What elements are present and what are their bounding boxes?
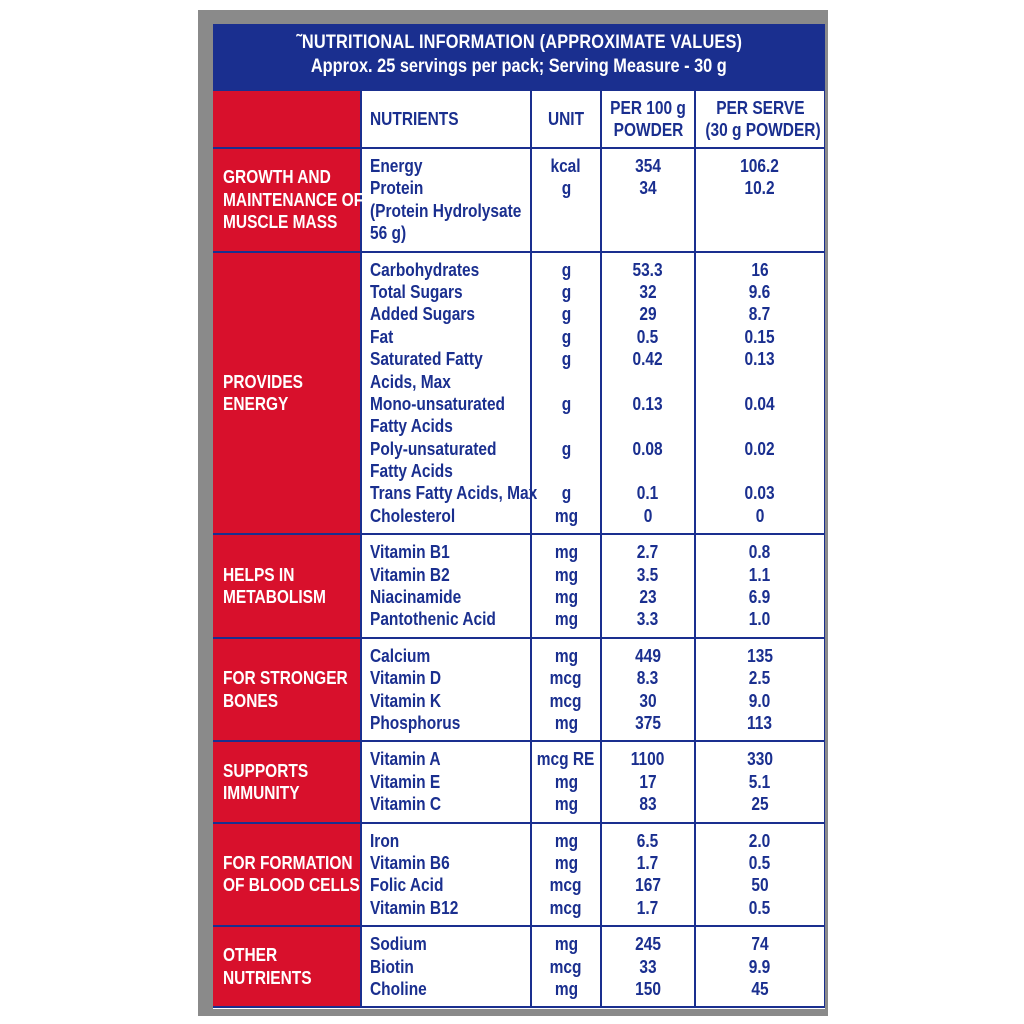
category-label-line: HELPS IN bbox=[223, 564, 295, 585]
nutrient-name: Fatty Acids bbox=[370, 461, 453, 482]
nutrient-name: Fatty Acids bbox=[370, 416, 453, 437]
nutrient-unit: mg bbox=[554, 830, 578, 851]
value-per-100g: 0.42 bbox=[632, 349, 664, 370]
category-label bbox=[213, 926, 361, 1007]
nutrient-name: Mono-unsaturated bbox=[370, 393, 506, 414]
category-label-line: ENERGY bbox=[223, 393, 289, 414]
value-per-100g: 17 bbox=[639, 771, 657, 792]
value-per-serve: 45 bbox=[751, 978, 769, 999]
column-header-row bbox=[213, 90, 825, 148]
nutrient-unit: g bbox=[561, 304, 571, 325]
value-per-100g: 8.3 bbox=[637, 668, 659, 689]
value-per-100g: 83 bbox=[639, 794, 657, 815]
value-per-serve: 0.03 bbox=[744, 483, 776, 504]
nutrient-name: Added Sugars bbox=[370, 304, 475, 325]
value-per-serve: 9.6 bbox=[749, 281, 771, 302]
nutrient-name-cell bbox=[361, 638, 531, 742]
nutrient-unit: mg bbox=[554, 505, 578, 526]
value-per-serve-cell bbox=[695, 638, 825, 742]
value-per-100g: 0.5 bbox=[637, 326, 659, 347]
value-per-100g: 1.7 bbox=[637, 897, 659, 918]
value-per-100g: 34 bbox=[639, 178, 657, 199]
value-per-serve: 0.15 bbox=[744, 326, 776, 347]
value-per-100g: 150 bbox=[635, 978, 661, 999]
nutrient-name: Saturated Fatty bbox=[370, 349, 483, 370]
value-per-100g: 29 bbox=[639, 304, 657, 325]
nutrient-name: Total Sugars bbox=[370, 281, 463, 302]
perserve-header: PER SERVE (30 g POWDER) bbox=[695, 90, 825, 148]
nutrient-unit: g bbox=[561, 483, 571, 504]
nutrient-name: (Protein Hydrolysate bbox=[370, 200, 522, 221]
per100-header: PER 100 g POWDER bbox=[601, 90, 695, 148]
category-label-line: FOR FORMATION bbox=[223, 852, 353, 873]
nutrient-unit: mcg bbox=[550, 956, 582, 977]
nutrient-unit: mg bbox=[554, 794, 578, 815]
category-label bbox=[213, 252, 361, 535]
nutrient-name: Calcium bbox=[370, 645, 431, 666]
value-per-100g: 245 bbox=[635, 934, 661, 955]
nutrient-unit-cell bbox=[531, 534, 601, 638]
value-per-serve: 9.0 bbox=[749, 690, 771, 711]
nutrient-group-row bbox=[213, 926, 825, 1007]
nutrient-unit: mg bbox=[554, 542, 578, 563]
value-per-serve: 5.1 bbox=[749, 771, 771, 792]
nutrient-name: Vitamin C bbox=[370, 794, 442, 815]
nutrient-name: Fat bbox=[370, 326, 394, 347]
nutrient-name-cell bbox=[361, 741, 531, 822]
value-per-serve: 25 bbox=[751, 794, 769, 815]
nutrient-unit: mg bbox=[554, 712, 578, 733]
nutrient-group-row bbox=[213, 148, 825, 252]
nutrient-name: Niacinamide bbox=[370, 587, 462, 608]
nutrient-unit: g bbox=[561, 178, 571, 199]
value-per-serve: 8.7 bbox=[749, 304, 771, 325]
category-label-line: MAINTENANCE OF bbox=[223, 189, 364, 210]
nutrients-header: NUTRIENTS bbox=[361, 90, 531, 148]
value-per-serve: 74 bbox=[751, 934, 769, 955]
nutrient-name: Vitamin B12 bbox=[370, 897, 459, 918]
value-per-100g: 53.3 bbox=[632, 259, 664, 280]
value-per-serve: 2.5 bbox=[749, 668, 771, 689]
nutrient-name-cell bbox=[361, 823, 531, 927]
nutrient-unit: kcal bbox=[550, 156, 582, 176]
value-per-serve: 9.9 bbox=[749, 956, 771, 977]
nutrient-unit: mg bbox=[554, 645, 578, 666]
nutrient-unit: g bbox=[561, 349, 571, 370]
nutrient-name: Vitamin B1 bbox=[370, 542, 450, 563]
value-per-100g: 3.5 bbox=[637, 564, 659, 585]
value-per-serve: 0.5 bbox=[749, 852, 771, 873]
value-per-100g-cell bbox=[601, 252, 695, 535]
nutrient-name: Choline bbox=[370, 978, 427, 999]
value-per-serve: 0.8 bbox=[749, 542, 771, 563]
value-per-serve-cell bbox=[695, 252, 825, 535]
value-per-serve: 0.04 bbox=[744, 393, 776, 414]
nutrient-unit: mcg bbox=[550, 690, 582, 711]
value-per-100g: 0.13 bbox=[632, 393, 664, 414]
nutrient-unit: mg bbox=[554, 771, 578, 792]
nutrient-name: Energy bbox=[370, 156, 423, 176]
nutrient-name: Trans Fatty Acids, Max bbox=[370, 483, 538, 504]
nutrient-name: Poly-unsaturated bbox=[370, 438, 497, 459]
value-per-serve-cell bbox=[695, 534, 825, 638]
category-label-line: OTHER bbox=[223, 945, 278, 966]
category-label bbox=[213, 638, 361, 742]
nutrition-panel bbox=[213, 24, 825, 1009]
nutrient-group-row bbox=[213, 534, 825, 638]
category-label-line: BONES bbox=[223, 690, 279, 711]
value-per-100g: 0 bbox=[643, 505, 653, 526]
nutrient-unit: mg bbox=[554, 609, 578, 630]
value-per-100g-cell bbox=[601, 638, 695, 742]
value-per-100g: 449 bbox=[635, 645, 661, 666]
value-per-100g: 33 bbox=[639, 956, 657, 977]
value-per-serve-cell bbox=[695, 823, 825, 927]
nutrient-unit: g bbox=[561, 326, 571, 347]
nutrient-name: Cholesterol bbox=[370, 505, 456, 526]
nutrient-unit: mcg bbox=[550, 668, 582, 689]
value-per-serve: 6.9 bbox=[749, 587, 771, 608]
nutrient-name: Phosphorus bbox=[370, 712, 461, 733]
nutrient-name: Protein bbox=[370, 178, 424, 199]
value-per-100g: 167 bbox=[635, 875, 661, 896]
value-per-100g-cell bbox=[601, 534, 695, 638]
value-per-serve: 113 bbox=[747, 712, 773, 733]
value-per-serve: 0.5 bbox=[749, 897, 771, 918]
value-per-serve: 10.2 bbox=[744, 178, 776, 199]
value-per-100g: 6.5 bbox=[637, 830, 659, 851]
value-per-serve: 0.02 bbox=[744, 438, 776, 459]
value-per-100g: 3.3 bbox=[637, 609, 659, 630]
category-label-line: METABOLISM bbox=[223, 587, 326, 608]
value-per-serve-cell bbox=[695, 741, 825, 822]
nutrition-table bbox=[213, 89, 825, 1008]
value-per-100g: 30 bbox=[639, 690, 657, 711]
category-label-line: IMMUNITY bbox=[223, 782, 300, 803]
nutrient-name: Vitamin A bbox=[370, 749, 441, 770]
nutrient-name: Vitamin K bbox=[370, 690, 442, 711]
value-per-100g-cell bbox=[601, 926, 695, 1007]
nutrient-unit-cell bbox=[531, 741, 601, 822]
value-per-serve-cell bbox=[695, 926, 825, 1007]
value-per-100g: 1.7 bbox=[637, 852, 659, 873]
value-per-serve-cell bbox=[695, 148, 825, 252]
table-header-banner bbox=[213, 24, 825, 89]
nutrient-name-cell bbox=[361, 148, 531, 252]
nutrient-unit: g bbox=[561, 281, 571, 302]
nutrient-unit: g bbox=[561, 393, 571, 414]
nutrient-unit-cell bbox=[531, 823, 601, 927]
nutrient-unit: mg bbox=[554, 587, 578, 608]
nutrient-unit: mg bbox=[554, 934, 578, 955]
nutrient-name: Sodium bbox=[370, 934, 427, 955]
nutrient-unit: mcg bbox=[550, 875, 582, 896]
value-per-100g-cell bbox=[601, 741, 695, 822]
category-label bbox=[213, 148, 364, 252]
value-per-serve: 106.2 bbox=[740, 156, 780, 176]
nutrient-group-row bbox=[213, 741, 825, 822]
value-per-100g: 1100 bbox=[631, 749, 665, 770]
nutrient-unit-cell bbox=[531, 252, 601, 535]
nutrient-name: Vitamin B6 bbox=[370, 852, 450, 873]
nutrient-name: Folic Acid bbox=[370, 875, 444, 896]
nutrient-name: Vitamin E bbox=[370, 771, 441, 792]
nutrient-name: Iron bbox=[370, 830, 400, 851]
value-per-100g: 375 bbox=[635, 712, 661, 733]
nutrient-unit-cell bbox=[531, 148, 601, 252]
nutrient-unit: mg bbox=[554, 564, 578, 585]
nutrient-unit: mg bbox=[554, 978, 578, 999]
nutrient-group-row bbox=[213, 823, 825, 927]
nutrient-name-cell bbox=[361, 252, 538, 535]
nutrient-unit: g bbox=[561, 259, 571, 280]
value-per-serve: 0.13 bbox=[744, 349, 776, 370]
category-label bbox=[213, 823, 361, 927]
value-per-100g: 0.1 bbox=[637, 483, 659, 504]
nutrient-group-row bbox=[213, 252, 825, 535]
value-per-serve: 16 bbox=[751, 259, 769, 280]
nutrient-group-row bbox=[213, 638, 825, 742]
category-label-line: NUTRIENTS bbox=[223, 967, 312, 988]
nutrient-name: Biotin bbox=[370, 956, 414, 977]
nutrient-unit-cell bbox=[531, 638, 601, 742]
nutrient-name: Vitamin D bbox=[370, 668, 442, 689]
table-title: ˜NUTRITIONAL INFORMATION (APPROXIMATE VALUES) bbox=[296, 32, 742, 53]
nutrient-name: Carbohydrates bbox=[370, 259, 480, 280]
value-per-serve: 0 bbox=[755, 505, 765, 526]
value-per-serve: 1.0 bbox=[749, 609, 771, 630]
nutrient-unit: g bbox=[561, 438, 571, 459]
table-subtitle: Approx. 25 servings per pack; Serving Measure - 30 g bbox=[311, 56, 727, 77]
nutrient-unit: mcg RE bbox=[537, 749, 595, 770]
value-per-100g-cell bbox=[601, 823, 695, 927]
category-label-line: GROWTH AND bbox=[223, 167, 331, 188]
nutrient-unit-cell bbox=[531, 926, 601, 1007]
unit-header: UNIT bbox=[531, 90, 601, 148]
nutrient-unit: mcg bbox=[550, 897, 582, 918]
value-per-100g: 354 bbox=[635, 156, 661, 176]
category-label-line: OF BLOOD CELLS bbox=[223, 875, 360, 896]
nutrient-name: Vitamin B2 bbox=[370, 564, 450, 585]
value-per-100g: 23 bbox=[639, 587, 657, 608]
category-label-line: SUPPORTS bbox=[223, 760, 309, 781]
category-label bbox=[213, 741, 361, 822]
nutrient-name: Pantothenic Acid bbox=[370, 609, 496, 630]
category-header-cell bbox=[213, 90, 361, 148]
nutrient-name: Acids, Max bbox=[370, 371, 451, 392]
value-per-100g: 0.08 bbox=[632, 438, 664, 459]
category-label-line: PROVIDES bbox=[223, 371, 304, 392]
value-per-100g-cell bbox=[601, 148, 695, 252]
nutrient-name-cell bbox=[361, 534, 531, 638]
value-per-serve: 50 bbox=[751, 875, 769, 896]
value-per-serve: 1.1 bbox=[749, 564, 771, 585]
nutrient-name: 56 g) bbox=[370, 223, 407, 244]
category-label-line: MUSCLE MASS bbox=[223, 211, 338, 232]
value-per-serve: 135 bbox=[747, 645, 773, 666]
value-per-serve: 2.0 bbox=[749, 830, 771, 851]
nutrient-unit: mg bbox=[554, 852, 578, 873]
category-label-line: FOR STRONGER bbox=[223, 668, 348, 689]
value-per-100g: 2.7 bbox=[637, 542, 659, 563]
category-label bbox=[213, 534, 361, 638]
value-per-serve: 330 bbox=[747, 749, 773, 770]
nutrient-name-cell bbox=[361, 926, 531, 1007]
value-per-100g: 32 bbox=[639, 281, 657, 302]
